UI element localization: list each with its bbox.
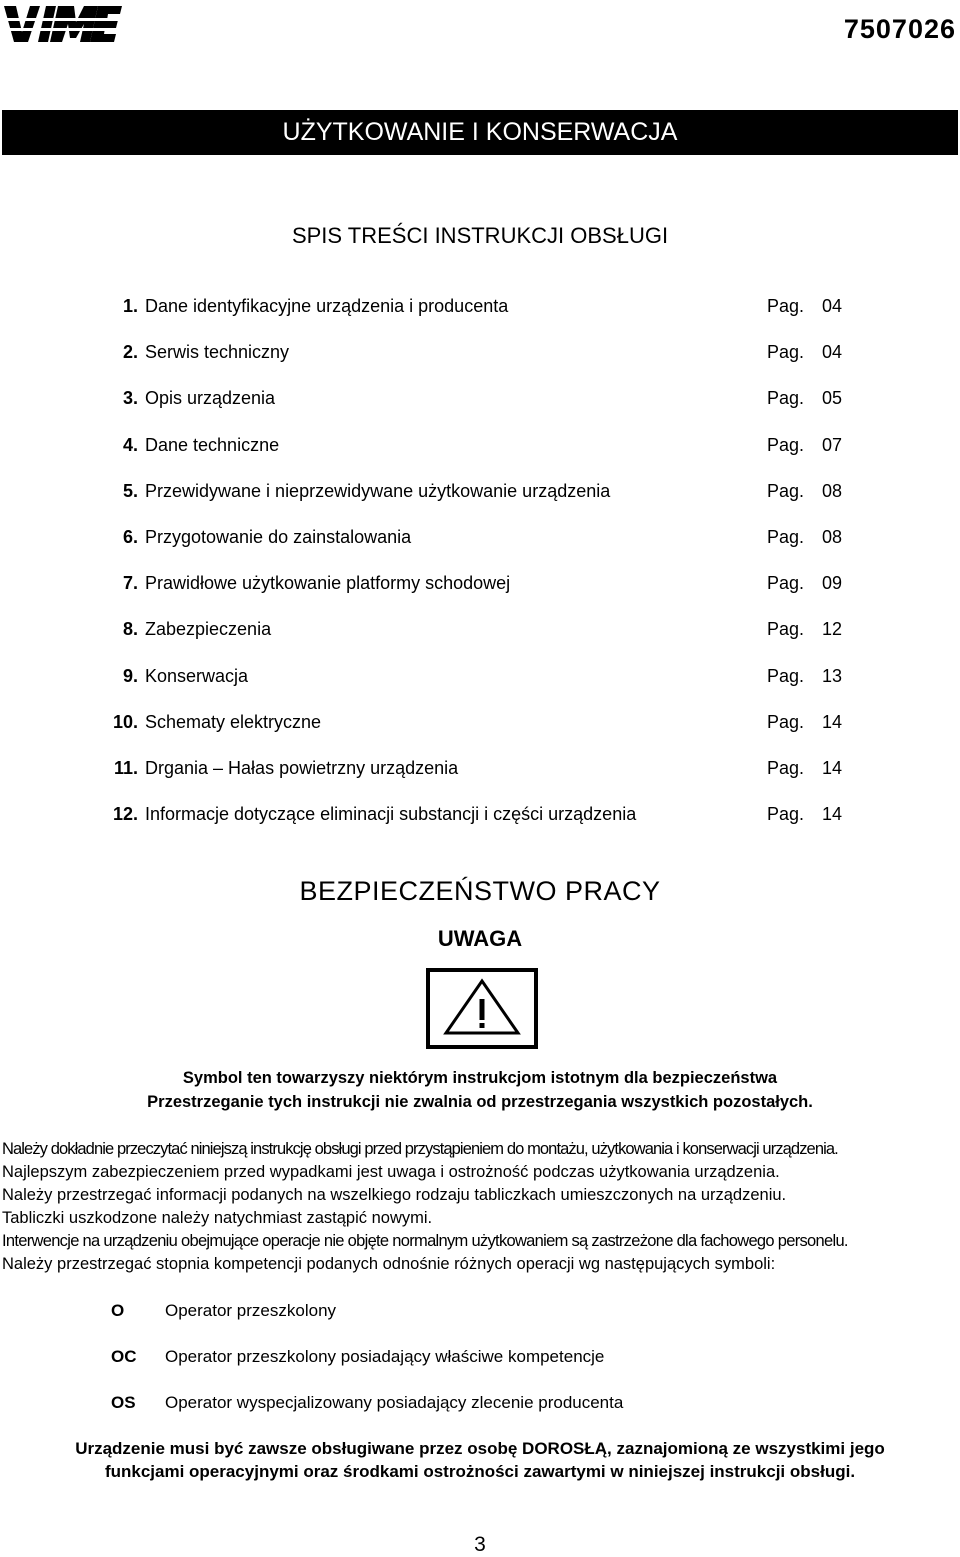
toc-item xyxy=(0,619,960,643)
toc-item xyxy=(0,758,960,782)
toc-item-label: Drgania – Hałas powietrzny urządzenia xyxy=(145,758,459,778)
toc-item xyxy=(0,435,960,459)
final-note-line-1: Urządzenie musi być zawsze obsługiwane przez osobę DOROSŁĄ, zaznajomioną ze wszystkimi jego xyxy=(75,1439,885,1458)
symbol-desc-oc: Operator przeszkolony posiadający właściwe kompetencje xyxy=(165,1347,605,1366)
toc-item-label: Prawidłowe użytkowanie platformy schodowej xyxy=(145,573,511,593)
toc-item-page-label: Pag. xyxy=(767,666,805,686)
warning-label: UWAGA xyxy=(437,926,523,951)
toc-item-number: 5. xyxy=(122,481,138,501)
symbol-code-oc: OC xyxy=(111,1347,137,1366)
body-line-3: Należy przestrzegać informacji podanych na wszelkiego rodzaju tabliczkach umieszczonych na urządzeniu. xyxy=(2,1186,787,1204)
toc-item-number: 8. xyxy=(122,619,138,639)
toc-item xyxy=(0,666,960,690)
toc-item-label: Zabezpieczenia xyxy=(145,619,272,639)
toc-item-page-number: 12 xyxy=(822,619,843,639)
toc-item xyxy=(0,296,960,320)
toc-item xyxy=(0,712,960,736)
document-number: 7507026 xyxy=(843,14,956,44)
toc-item xyxy=(0,481,960,505)
toc-item-page-number: 14 xyxy=(822,804,843,824)
toc-item-label: Konserwacja xyxy=(145,666,249,686)
toc-item-label: Informacje dotyczące eliminacji substancji i części urządzenia xyxy=(145,804,637,824)
toc-item-number: 1. xyxy=(122,296,138,316)
safety-note-line-1: Symbol ten towarzyszy niektórym instrukcjom istotnym dla bezpieczeństwa xyxy=(182,1069,778,1087)
toc-item-page-label: Pag. xyxy=(767,481,805,501)
toc-item-page-label: Pag. xyxy=(767,804,805,824)
toc-item-page-label: Pag. xyxy=(767,435,805,455)
toc-item-page-number: 14 xyxy=(822,712,843,732)
body-line-6: Należy przestrzegać stopnia kompetencji podanych odnośnie różnych operacji wg następujących symboli: xyxy=(2,1255,776,1273)
toc-item-page-label: Pag. xyxy=(767,388,805,408)
toc-item-page-label: Pag. xyxy=(767,619,805,639)
toc-item-label: Opis urządzenia xyxy=(145,388,276,408)
toc-item-label: Przewidywane i nieprzewidywane użytkowanie urządzenia xyxy=(145,481,611,501)
toc-item-page-number: 04 xyxy=(822,342,843,362)
vimec-logo xyxy=(4,4,122,44)
toc-item-number: 12. xyxy=(112,804,138,824)
toc-item-number: 11. xyxy=(113,758,138,778)
toc-item xyxy=(0,527,960,551)
toc-item-page-label: Pag. xyxy=(767,758,805,778)
toc-item-page-number: 08 xyxy=(822,481,843,501)
final-note-line-2: funkcjami operacyjnymi oraz środkami ostrożności zawartymi w niniejszej instrukcji obsługi. xyxy=(104,1462,856,1481)
toc-item xyxy=(0,342,960,366)
toc-item-label: Dane identyfikacyjne urządzenia i producenta xyxy=(145,296,509,316)
toc-item xyxy=(0,804,960,828)
toc-item-number: 10. xyxy=(112,712,138,732)
symbol-code-o: O xyxy=(111,1301,125,1320)
toc-item-page-number: 14 xyxy=(822,758,843,778)
section-banner: UŻYTKOWANIE I KONSERWACJA xyxy=(2,110,958,155)
toc-item-number: 4. xyxy=(122,435,138,455)
toc-item-label: Serwis techniczny xyxy=(145,342,290,362)
toc-item-label: Schematy elektryczne xyxy=(145,712,322,732)
page-number: 3 xyxy=(474,1533,486,1556)
toc-item-label: Dane techniczne xyxy=(145,435,280,455)
toc-item-number: 7. xyxy=(122,573,138,593)
toc-item xyxy=(0,388,960,412)
toc-item-page-number: 09 xyxy=(822,573,843,593)
toc-item-page-label: Pag. xyxy=(767,573,805,593)
toc-item-page-label: Pag. xyxy=(767,342,805,362)
symbol-desc-os: Operator wyspecjalizowany posiadający zlecenie producenta xyxy=(165,1393,624,1412)
toc-item-number: 2. xyxy=(122,342,138,362)
toc-item-page-number: 07 xyxy=(822,435,843,455)
toc-item-page-label: Pag. xyxy=(767,712,805,732)
toc-item-number: 6. xyxy=(122,527,138,547)
toc-item xyxy=(0,573,960,597)
toc-item-page-number: 05 xyxy=(822,388,843,408)
warning-triangle-icon xyxy=(430,972,534,1045)
body-line-5: Interwencje na urządzeniu obejmujące operacje nie objęte normalnym użytkowaniem są zastrzeżone dla fachowego personelu. xyxy=(2,1232,848,1250)
toc-item-page-label: Pag. xyxy=(767,527,805,547)
body-line-4: Tabliczki uszkodzone należy natychmiast zastąpić nowymi. xyxy=(2,1209,433,1227)
toc-item-page-label: Pag. xyxy=(767,296,805,316)
body-line-2: Najlepszym zabezpieczeniem przed wypadkami jest uwaga i ostrożność podczas użytkowania urządzenia. xyxy=(2,1163,780,1181)
toc-item-label: Przygotowanie do zainstalowania xyxy=(145,527,412,547)
toc-item-number: 3. xyxy=(122,388,138,408)
warning-symbol-box xyxy=(426,968,538,1049)
safety-note-line-2: Przestrzeganie tych instrukcji nie zwalnia od przestrzegania wszystkich pozostałych. xyxy=(147,1093,813,1111)
toc-title: SPIS TREŚCI INSTRUKCJI OBSŁUGI xyxy=(291,223,669,248)
toc-item-number: 9. xyxy=(122,666,138,686)
body-line-1: Należy dokładnie przeczytać niniejszą instrukcję obsługi przed przystąpieniem do montażu, użytkowania i konserwacji urządzenia. xyxy=(2,1140,838,1158)
toc-item-page-number: 08 xyxy=(822,527,843,547)
symbol-desc-o: Operator przeszkolony xyxy=(165,1301,337,1320)
toc-item-page-number: 04 xyxy=(822,296,843,316)
toc-item-page-number: 13 xyxy=(822,666,843,686)
symbol-code-os: OS xyxy=(111,1393,136,1412)
safety-heading: BEZPIECZEŃSTWO PRACY xyxy=(299,876,661,906)
